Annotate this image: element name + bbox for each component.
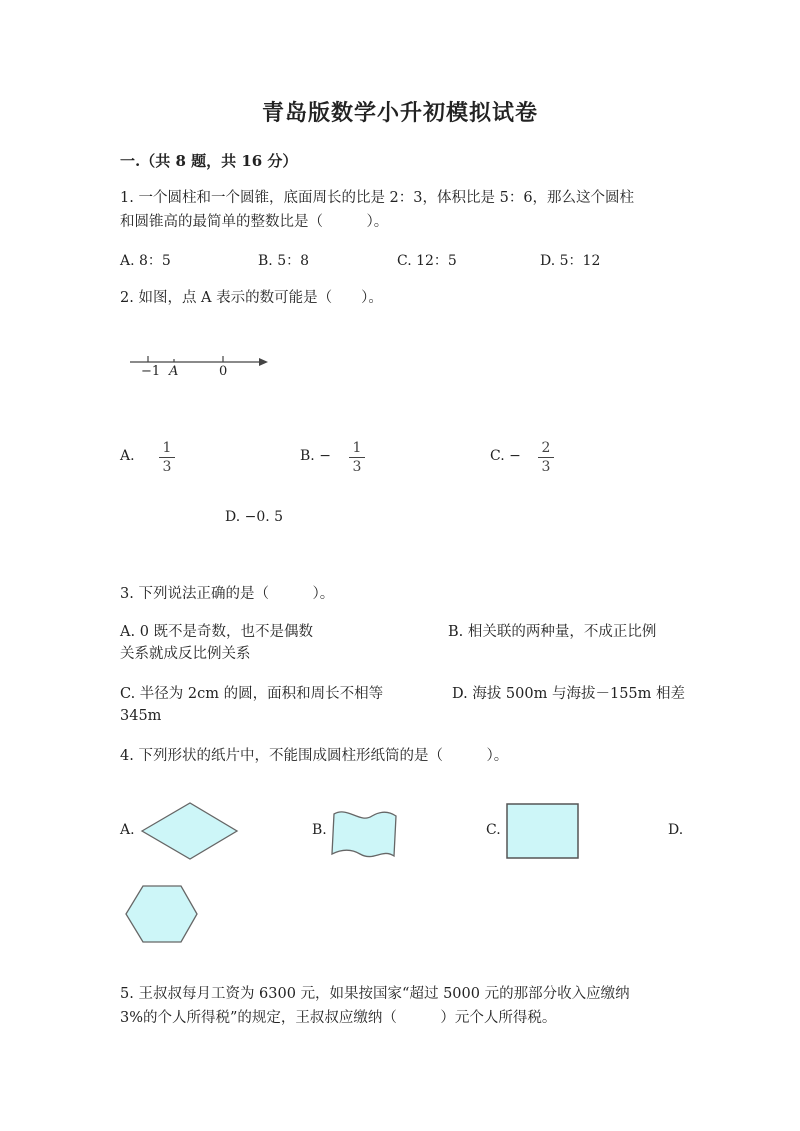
q2-option-b-denominator: 3 [352,459,362,475]
q2-option-a-denominator: 3 [162,459,172,475]
question-5-line-1: 5. 王叔叔每月工资为 6300 元，如果按国家“超过 5000 元的那部分收入应缴纳 [120,986,630,1002]
q2-option-c-label: C. − [490,448,521,464]
q4-hexagon-shape [124,884,200,944]
q4-option-c-label: C. [486,822,501,838]
number-line-label-zero: 0 [219,364,228,379]
number-line-label-a: A [169,364,179,379]
question-3-text: 3. 下列说法正确的是（ ）。 [120,586,335,602]
q4-option-b-label: B. [312,822,327,838]
q4-rhombus-shape [140,802,240,860]
q2-option-a-numerator: 1 [159,440,175,458]
number-line-label-minus-1: −1 [141,364,161,379]
q2-option-b-label: B. − [300,448,331,464]
q1-option-c: C. 12：5 [397,253,457,269]
q2-option-c-fraction [538,440,554,475]
q1-option-a: A. 8：5 [120,253,171,269]
q2-option-d: D. −0. 5 [225,509,284,525]
q2-option-a-label: A. [120,448,135,464]
q3-option-c: C. 半径为 2cm 的圆，面积和周长不相等 [120,686,384,702]
question-4-text: 4. 下列形状的纸片中，不能围成圆柱形纸筒的是（ ）。 [120,748,509,764]
question-1-line-1: 1. 一个圆柱和一个圆锥，底面周长的比是 2：3，体积比是 5：6，那么这个圆柱 [120,190,635,206]
q3-option-a: A. 0 既不是奇数，也不是偶数 [120,624,314,640]
page-title: 青岛版数学小升初模拟试卷 [261,100,538,126]
question-2-text: 2. 如图，点 A 表示的数可能是（ ）。 [120,290,383,306]
q4-option-a-label: A. [120,822,135,838]
q4-wavy-rectangle-shape [330,808,400,858]
q4-option-d-label: D. [668,822,684,838]
q2-option-b-numerator: 1 [349,440,365,458]
q2-option-b-fraction [349,440,365,475]
q1-option-d: D. 5：12 [540,253,601,269]
section-heading: 一.（共 8 题，共 16 分） [120,152,298,170]
q4-rectangle-shape [506,803,580,859]
q2-option-a-fraction [159,440,175,475]
q3-option-d-line-1: D. 海拔 500m 与海拔－155m 相差 [452,686,686,702]
q3-option-b-line-1: B. 相关联的两种量，不成正比例 [448,624,657,640]
question-1-line-2: 和圆锥高的最简单的整数比是（ ）。 [120,214,389,230]
q3-option-d-line-2: 345m [120,708,162,724]
q2-option-c-numerator: 2 [538,440,554,458]
q1-option-b: B. 5：8 [258,253,310,269]
q3-option-b-line-2: 关系就成反比例关系 [120,646,251,662]
q2-option-c-denominator: 3 [541,459,551,475]
question-5-line-2: 3%的个人所得税”的规定，王叔叔应缴纳（ ）元个人所得税。 [120,1010,557,1026]
number-line-arrow [259,358,268,366]
